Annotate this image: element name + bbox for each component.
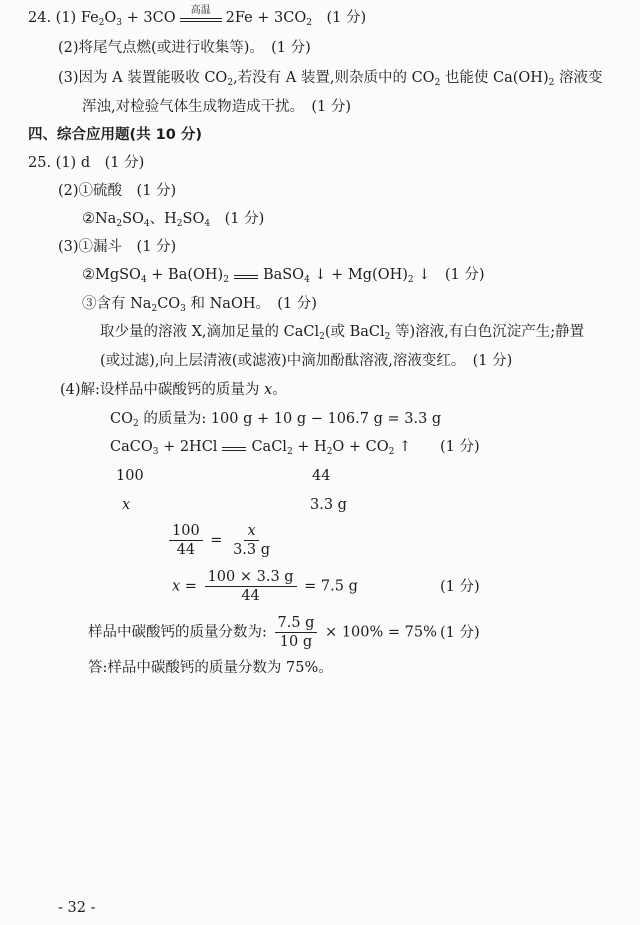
subscript: 3 xyxy=(152,447,159,457)
text-run: 。 xyxy=(272,382,287,398)
text-run: (1 分) xyxy=(440,439,480,455)
text-run: ③含有 Na xyxy=(82,296,152,312)
subscript: 2 xyxy=(176,219,183,229)
text-run: 、H xyxy=(149,211,177,227)
mass-fraction-line xyxy=(88,614,437,651)
fraction xyxy=(230,522,273,559)
denominator: 3.3 g xyxy=(233,542,271,558)
text-run: 取少量的溶液 X,滴加足量的 CaCl xyxy=(100,324,320,340)
text-run: = xyxy=(180,578,202,595)
text-run: CaCl xyxy=(251,439,287,455)
text-run: SO xyxy=(122,211,144,227)
text-run: ↓ (1 分) xyxy=(413,267,485,283)
text-run: ↑ xyxy=(394,439,412,455)
text-run: 25. (1) d (1 分) xyxy=(28,155,145,171)
double-equals-sign xyxy=(220,437,248,457)
q25-part2-2 xyxy=(82,209,264,229)
subscript: 2 xyxy=(548,78,555,88)
final-answer xyxy=(88,658,333,678)
ratio-x xyxy=(122,495,130,515)
text-run: 2Fe + 3CO xyxy=(225,10,307,26)
text-run: + 3CO xyxy=(122,10,176,26)
subscript: 2 xyxy=(151,304,158,314)
text-run: 3.3 g xyxy=(310,497,347,513)
text-run: ②MgSO xyxy=(82,267,141,283)
text-run: 答:样品中碳酸钙的质量分数为 75%。 xyxy=(88,660,333,676)
text-run: 100 xyxy=(116,468,144,484)
subscript: 2 xyxy=(384,332,391,342)
subscript: 2 xyxy=(434,78,441,88)
double-equals-sign xyxy=(232,265,260,285)
text-run: 24. (1) Fe xyxy=(28,10,99,26)
text-run: (1 分) xyxy=(440,579,480,595)
text-run: SO xyxy=(182,211,205,227)
text-run: = 7.5 g xyxy=(299,578,358,595)
subscript: 2 xyxy=(227,78,234,88)
text-run: (2)①硫酸 (1 分) xyxy=(58,183,177,199)
double-line-icon xyxy=(180,18,222,22)
text-run: - 32 - xyxy=(58,900,96,916)
proportion-equation xyxy=(166,522,276,559)
subscript: 2 xyxy=(132,419,139,429)
fraction xyxy=(169,522,203,559)
text-run: 44 xyxy=(312,468,331,484)
text-run: CO xyxy=(157,296,181,312)
q25-part4-intro xyxy=(60,380,287,400)
text-run: + H xyxy=(292,439,327,455)
text-run: ,若没有 A 装置,则杂质中的 CO xyxy=(233,70,435,86)
score-label xyxy=(440,577,480,597)
q25-part3-3 xyxy=(82,294,317,314)
text-run: (或 BaCl xyxy=(324,324,385,340)
denominator: 44 xyxy=(241,588,260,604)
co2-mass-line xyxy=(110,409,441,429)
text-run: ②Na xyxy=(82,211,117,227)
numerator: 100 × 3.3 g xyxy=(205,568,297,587)
subscript: 2 xyxy=(326,447,333,457)
numerator: 7.5 g xyxy=(275,614,318,633)
reaction-condition-sign xyxy=(178,5,224,28)
q25-part3-1 xyxy=(58,237,176,257)
fraction xyxy=(275,614,318,651)
q25-part3-3-explain-cont xyxy=(100,351,512,371)
subscript: 4 xyxy=(304,275,310,285)
text-run: 溶液变 xyxy=(554,70,603,86)
x-solution xyxy=(172,568,358,605)
subscript: 2 xyxy=(223,275,229,285)
text-run: 浑浊,对检验气体生成物造成干扰。 (1 分) xyxy=(82,99,352,115)
numerator: 100 xyxy=(169,522,203,541)
denominator: 10 g xyxy=(279,634,313,650)
text-run: (3)因为 A 装置能吸收 CO xyxy=(58,70,228,86)
q25-part2-1 xyxy=(58,181,176,201)
subscript: 2 xyxy=(407,275,414,285)
text-run: 的质量为: 100 g + 10 g − 106.7 g = 3.3 g xyxy=(138,411,442,427)
q25-part3-2-equation xyxy=(82,265,485,285)
q24-part1-equation xyxy=(28,5,367,28)
q25-part1 xyxy=(28,153,144,173)
score-label xyxy=(440,623,480,643)
subscript: 4 xyxy=(143,219,150,229)
denominator: 44 xyxy=(176,542,196,558)
text-run: O + CO xyxy=(332,439,389,455)
q24-part3-cont xyxy=(82,97,351,117)
text-run: = xyxy=(205,532,228,549)
text-run: ↓ + Mg(OH) xyxy=(309,267,408,283)
text-run: (2)将尾气点燃(或进行收集等)。 (1 分) xyxy=(58,40,311,56)
caco3-equation xyxy=(110,437,411,457)
variable-x: x xyxy=(172,578,181,595)
subscript: 3 xyxy=(180,304,186,314)
ratio-caco3-mass xyxy=(116,466,144,486)
text-run: 样品中碳酸钙的质量分数为: xyxy=(88,624,272,641)
subscript: 4 xyxy=(204,219,211,229)
double-line-icon xyxy=(234,275,258,279)
subscript: 2 xyxy=(98,18,105,28)
page-number xyxy=(58,898,95,918)
q24-part3 xyxy=(58,68,602,88)
text-run: CO xyxy=(110,411,133,427)
variable-x: x xyxy=(264,382,273,398)
subscript: 3 xyxy=(116,18,123,28)
text-run: 和 NaOH。 (1 分) xyxy=(185,296,317,312)
q24-part2 xyxy=(58,38,311,58)
subscript: 2 xyxy=(116,219,123,229)
ratio-co2-mass xyxy=(312,466,330,486)
ratio-co2-actual xyxy=(310,495,347,515)
variable-x: x xyxy=(122,497,131,513)
fraction xyxy=(205,568,297,605)
text-run: (3)①漏斗 (1 分) xyxy=(58,239,177,255)
text-run: (4)解:设样品中碳酸钙的质量为 xyxy=(60,382,265,398)
q25-part3-3-explain xyxy=(100,322,584,342)
condition-label: 高温 xyxy=(190,5,211,16)
subscript: 2 xyxy=(306,18,312,28)
section-heading xyxy=(28,125,202,145)
subscript: 2 xyxy=(388,447,395,457)
double-line-icon xyxy=(222,447,246,451)
text-run: + Ba(OH) xyxy=(146,267,224,283)
subscript: 2 xyxy=(286,447,293,457)
text-run: O xyxy=(104,10,117,26)
text-run: + 2HCl xyxy=(158,439,218,455)
text-run: (或过滤),向上层清液(或滤液)中滴加酚酞溶液,溶液变红。 (1 分) xyxy=(100,353,513,369)
text-run: BaSO xyxy=(262,267,305,283)
text-run: CaCO xyxy=(110,439,153,455)
text-run: 也能使 Ca(OH) xyxy=(440,70,549,86)
text-run: 等)溶液,有白色沉淀产生;静置 xyxy=(390,324,585,340)
text-run: (1 分) xyxy=(210,211,265,227)
score-label xyxy=(440,437,480,457)
text-run: (1 分) xyxy=(312,10,367,26)
subscript: 2 xyxy=(319,332,325,342)
text-run: (1 分) xyxy=(440,625,480,641)
text-run: 四、综合应用题(共 10 分) xyxy=(28,127,203,143)
text-run: × 100% = 75% xyxy=(320,624,437,641)
subscript: 4 xyxy=(140,275,147,285)
numerator: x xyxy=(244,522,258,541)
